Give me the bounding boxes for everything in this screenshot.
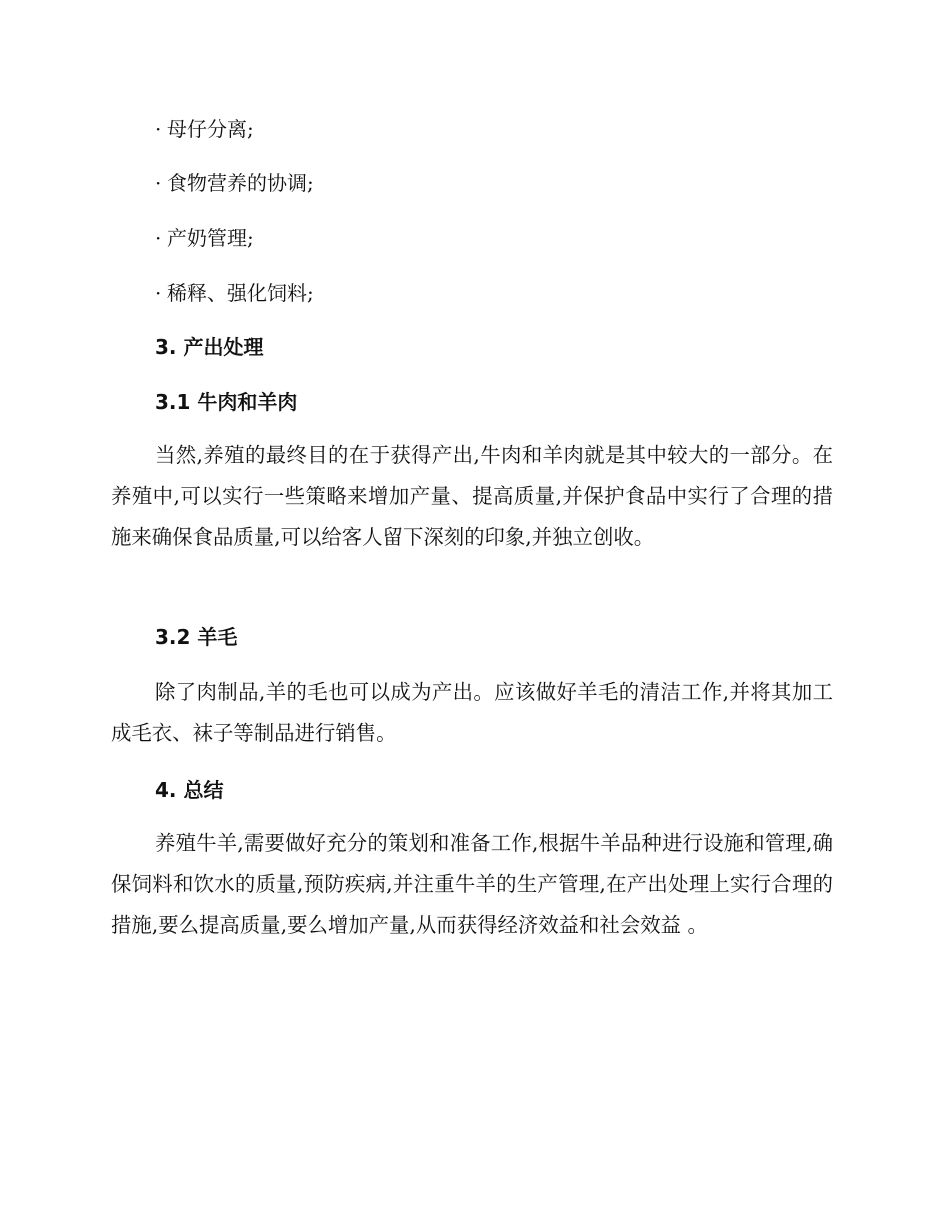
bullet-text: 产奶管理; bbox=[167, 226, 254, 250]
bullet-item bbox=[155, 279, 314, 307]
bullet-item bbox=[155, 115, 254, 143]
bullet-marker: · bbox=[155, 226, 162, 250]
paragraph: 当然,养殖的最终目的在于获得产出,牛肉和羊肉就是其中较大的一部分。在养殖中,可以实行一些策略来增加产量、提高质量,并保护食品中实行了合理的措施来确保食品质量,可以给客人留下深刻的印象,并独立创收。 bbox=[111, 443, 833, 549]
bullet-text: 食物营养的协调; bbox=[167, 171, 314, 195]
paragraph: 除了肉制品,羊的毛也可以成为产出。应该做好羊毛的清洁工作,并将其加工成毛衣、袜子等制品进行销售。 bbox=[111, 680, 833, 745]
section-heading: 4. 总结 bbox=[155, 778, 224, 802]
bullet-text: 母仔分离; bbox=[167, 117, 254, 141]
bullet-item bbox=[155, 224, 254, 252]
bullet-marker: · bbox=[155, 171, 162, 195]
subsection-heading: 3.1 牛肉和羊肉 bbox=[155, 390, 298, 414]
section-heading: 3. 产出处理 bbox=[155, 335, 264, 359]
bullet-marker: · bbox=[155, 117, 162, 141]
bullet-item bbox=[155, 169, 314, 197]
paragraph: 养殖牛羊,需要做好充分的策划和准备工作,根据牛羊品种进行设施和管理,确保饲料和饮水的质量,预防疾病,并注重牛羊的生产管理,在产出处理上实行合理的措施,要么提高质量,要么增加产量,从而获得经济效益和社会效益 。 bbox=[111, 831, 833, 937]
bullet-marker: · bbox=[155, 281, 162, 305]
bullet-text: 稀释、强化饲料; bbox=[167, 281, 314, 305]
subsection-heading: 3.2 羊毛 bbox=[155, 625, 238, 649]
